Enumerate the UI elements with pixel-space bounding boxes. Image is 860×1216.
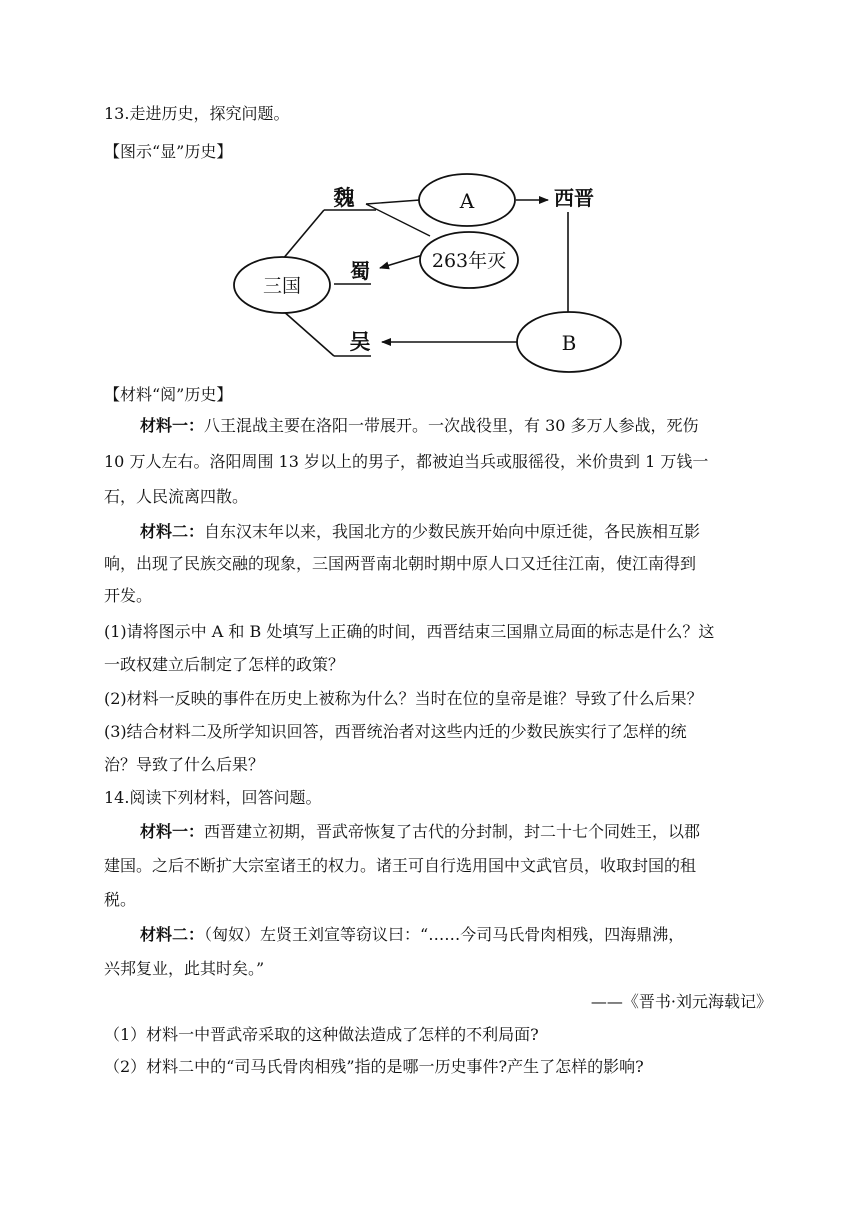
question-14-title: 14.阅读下列材料，回答问题。 <box>104 788 322 807</box>
arrow-263-to-shu <box>380 254 426 268</box>
q13-material-2-line-1 <box>140 521 700 543</box>
label-shu: 蜀 <box>350 259 370 283</box>
q14-source-citation: ——《晋书·刘元海载记》 <box>590 992 772 1011</box>
q13-sub-3-line-1: (3)结合材料二及所学知识回答，西晋统治者对这些内迁的少数民族实行了怎样的统 <box>104 722 687 741</box>
label-a: A <box>459 189 475 213</box>
branch-line-wu <box>282 310 334 356</box>
q13-material-2-line-2: 响，出现了民族交融的现象，三国两晋南北朝时期中原人口又迁往江南，使江南得到 <box>104 554 697 573</box>
q13-sub-1-line-2: 一政权建立后制定了怎样的政策？ <box>104 655 345 674</box>
q14-material-1-label: 材料一： <box>140 822 205 841</box>
material-section-heading: 【材料“阅”历史】 <box>104 385 233 404</box>
q13-material-1-line-1 <box>140 415 699 437</box>
q13-material-2-text: 自东汉末年以来，我国北方的少数民族开始向中原迁徙，各民族相互影 <box>204 522 701 541</box>
q14-material-1-line-2: 建国。之后不断扩大宗室诸王的权力。诸王可自行选用国中文武官员，收取封国的租 <box>104 856 697 875</box>
label-263: 263年灭 <box>431 250 507 272</box>
three-kingdoms-diagram <box>226 170 626 374</box>
question-13-title: 13.走进历史，探究问题。 <box>104 104 290 123</box>
q13-material-2-label: 材料二： <box>140 522 205 541</box>
q14-material-2-text: （匈奴）左贤王刘宣等窃议曰：“……今司马氏骨肉相残，四海鼎沸， <box>204 925 685 944</box>
label-wei: 魏 <box>333 185 355 210</box>
label-wu: 吴 <box>349 329 371 354</box>
q13-material-2-line-3: 开发。 <box>104 586 153 605</box>
q13-material-1-line-2: 10 万人左右。洛阳周围 13 岁以上的男子，都被迫当兵或服徭役，米价贵到 1 万钱一 <box>104 452 709 471</box>
line-wei-to-263 <box>366 204 430 236</box>
q13-material-1-label: 材料一： <box>140 416 205 435</box>
label-xijin: 西晋 <box>554 186 594 210</box>
q13-sub-2: (2)材料一反映的事件在历史上被称为什么？当时在位的皇帝是谁？导致了什么后果？ <box>104 689 703 708</box>
q14-material-1-line-3: 税。 <box>104 890 137 909</box>
q13-sub-3-line-2: 治？导致了什么后果？ <box>104 755 265 774</box>
q14-sub-1: （1）材料一中晋武帝采取的这种做法造成了怎样的不利局面? <box>104 1025 539 1044</box>
q14-material-1-text: 西晋建立初期，晋武帝恢复了古代的分封制，封二十七个同姓王，以郡 <box>204 822 701 841</box>
q14-material-2-line-1 <box>140 924 684 946</box>
q13-sub-1-line-1: (1)请将图示中 A 和 B 处填写上正确的时间，西晋结束三国鼎立局面的标志是什么？这 <box>104 622 715 641</box>
line-wei-to-a <box>366 200 420 204</box>
q14-material-2-line-2: 兴邦复业，此其时矣。” <box>104 959 265 978</box>
q14-sub-2: （2）材料二中的“司马氏骨肉相残”指的是哪一历史事件?产生了怎样的影响? <box>104 1057 644 1076</box>
q14-material-1-line-1 <box>140 821 700 843</box>
diagram-section-heading: 【图示“显”历史】 <box>104 142 233 161</box>
branch-line-wei <box>282 210 324 260</box>
label-b: B <box>561 331 577 355</box>
q13-material-1-text: 八王混战主要在洛阳一带展开。一次战役里，有 30 多万人参战，死伤 <box>204 416 699 435</box>
q13-material-1-line-3: 石，人民流离四散。 <box>104 487 249 506</box>
label-three-kingdoms: 三国 <box>262 275 302 297</box>
q14-material-2-label: 材料二： <box>140 925 205 944</box>
